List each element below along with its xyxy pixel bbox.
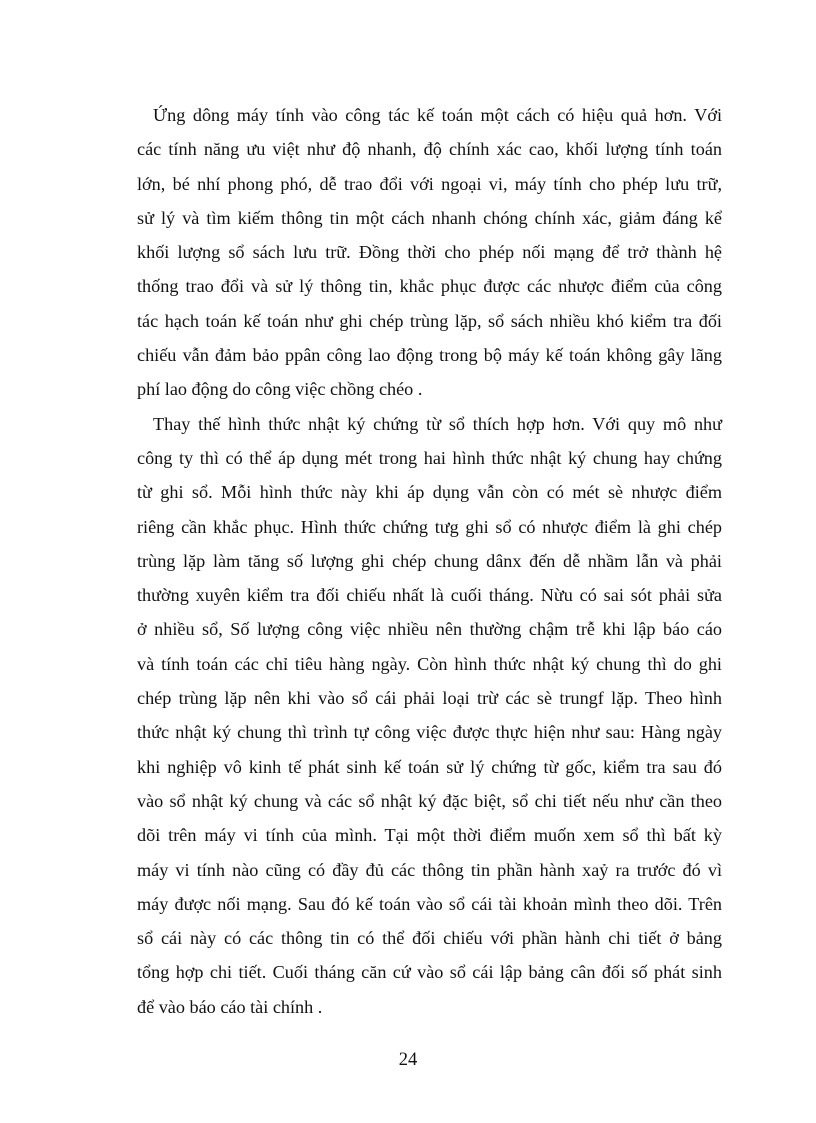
- paragraph-line: chép trùng lặp nên khi vào sổ cái phải loại trừ các sè trungf lặp. Theo hình: [137, 688, 722, 709]
- paragraph-line: phí lao động do công việc chồng chéo .: [137, 379, 423, 400]
- page-number: 24: [398, 1050, 418, 1070]
- paragraph-line: khi nghiệp vô kinh tế phát sinh kế toán sử lý chứng từ gốc, kiểm tra sau đó: [137, 756, 722, 777]
- paragraph-line: vào sổ nhật ký chung và các sổ nhật ký đặc biệt, sổ chi tiết nếu như cần theo: [137, 790, 722, 811]
- paragraph-line: chiếu vẫn đảm bảo ppân công lao động trong bộ máy kế toán không gây lãng: [137, 345, 722, 366]
- paragraph-line: để vào báo cáo tài chính .: [137, 996, 323, 1017]
- body-text: [137, 98, 722, 1024]
- paragraph-line: các tính năng ưu việt như độ nhanh, độ chính xác cao, khối lượng tính toán: [137, 139, 722, 160]
- paragraph-line: thường xuyên kiểm tra đối chiếu nhất là cuối tháng. Nừu có sai sót phải sửa: [137, 585, 722, 606]
- paragraph-2: [137, 407, 722, 1024]
- paragraph-line: khối lượng sổ sách lưu trữ. Đồng thời cho phép nối mạng để trở thành hệ: [137, 242, 722, 263]
- paragraph-line: thức nhật ký chung thì trình tự công việc được thực hiện như sau: Hàng ngày: [137, 722, 722, 743]
- paragraph-line: riêng cần khắc phục. Hình thức chứng tưg ghi sổ có nhược điểm là ghi chép: [137, 516, 722, 537]
- paragraph-line: công ty thì có thể áp dụng mét trong hai hình thức nhật ký chung hay chứng: [137, 447, 722, 468]
- paragraph-line: Ứng dông máy tính vào công tác kế toán một cách có hiệu quả hơn. Với: [153, 105, 722, 125]
- paragraph-line: Thay thế hình thức nhật ký chứng từ sổ thích hợp hơn. Với quy mô như: [153, 413, 722, 434]
- paragraph-line: sổ cái này có các thông tin có thể đối chiếu với phần hành chi tiết ở bảng: [137, 928, 722, 949]
- paragraph-line: và tính toán các chỉ tiêu hàng ngày. Còn hình thức nhật ký chung thì do ghi: [137, 653, 722, 674]
- paragraph-line: dõi trên máy vi tính của mình. Tại một thời điểm muốn xem sổ thì bất kỳ: [137, 825, 722, 846]
- paragraph-line: máy vi tính nào cũng có đầy đủ các thông tin phần hành xaỷ ra trước đó vì: [137, 859, 722, 880]
- paragraph-line: từ ghi sổ. Mỗi hình thức này khi áp dụng vẫn còn có mét sè nhược điểm: [137, 482, 722, 503]
- paragraph-1: [137, 98, 722, 407]
- paragraph-line: trùng lặp làm tăng số lượng ghi chép chung dânx đến dễ nhầm lẫn và phải: [137, 550, 722, 571]
- paragraph-line: tổng hợp chi tiết. Cuối tháng căn cứ vào sổ cái lập bảng cân đối số phát sinh: [137, 962, 722, 983]
- paragraph-line: lớn, bé nhí phong phó, dễ trao đổi với ngoại vi, máy tính cho phép lưu trữ,: [137, 173, 722, 194]
- paragraph-line: máy được nối mạng. Sau đó kế toán vào sổ cái tài khoản mình theo dõi. Trên: [137, 893, 722, 914]
- paragraph-line: thống trao đổi và sử lý thông tin, khắc phục được các nhược điểm của công: [137, 276, 722, 297]
- paragraph-line: ở nhiều sổ, Số lượng công việc nhiều nên thường chậm trễ khi lập báo cáo: [137, 619, 722, 640]
- paragraph-line: sử lý và tìm kiếm thông tin một cách nhanh chóng chính xác, giảm đáng kể: [137, 207, 722, 228]
- paragraph-line: tác hạch toán kế toán như ghi chép trùng lặp, sổ sách nhiều khó kiểm tra đối: [137, 310, 722, 331]
